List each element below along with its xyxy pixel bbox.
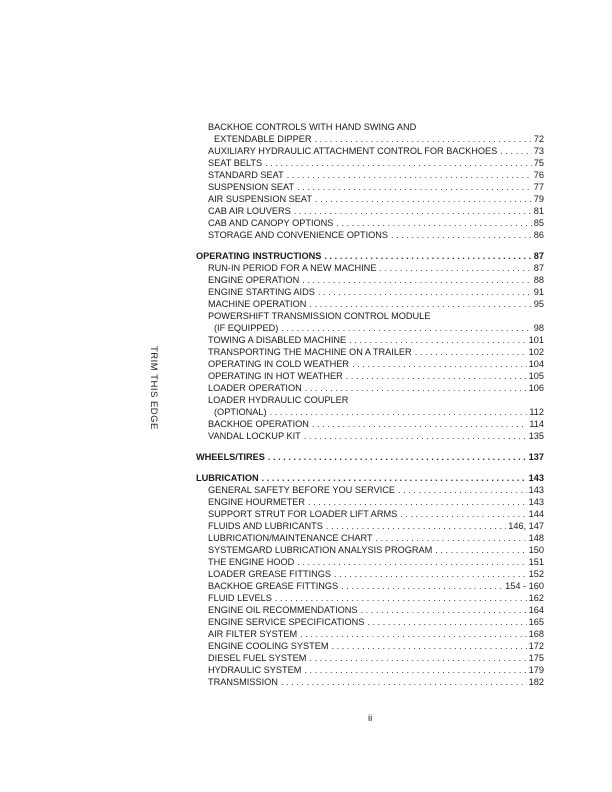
- toc-entry-title: TRANSMISSION: [208, 677, 278, 687]
- toc-entry-title: CAB AIR LOUVERS: [208, 206, 291, 216]
- toc-entry-title: ENGINE COOLING SYSTEM: [208, 641, 329, 651]
- toc-heading-title: WHEELS/TIRES: [196, 452, 265, 462]
- toc-leader-dots: [297, 181, 532, 193]
- toc-entry-title: CAB AND CANOPY OPTIONS: [208, 218, 334, 228]
- toc-entry[interactable]: [196, 310, 544, 322]
- toc-leader-dots: [318, 286, 532, 298]
- toc-entry-title: LUBRICATION/MAINTENANCE CHART: [208, 533, 373, 543]
- toc-page-ref: 79: [533, 194, 544, 204]
- toc-entry-title: THE ENGINE HOOD: [208, 557, 295, 567]
- toc-entry[interactable]: [196, 508, 544, 520]
- toc-page-ref: 168: [528, 629, 544, 639]
- toc-entry-title: OPERATING IN HOT WEATHER: [208, 371, 343, 381]
- toc-leader-dots: [391, 229, 532, 241]
- toc-entry-title: LOADER GREASE FITTINGS: [208, 569, 332, 579]
- toc-entry[interactable]: [196, 406, 544, 418]
- toc-leader-dots: [500, 145, 531, 157]
- toc-leader-dots: [349, 334, 526, 346]
- toc-leader-dots: [331, 640, 526, 652]
- toc-entry[interactable]: [196, 628, 544, 640]
- toc-leader-dots: [262, 472, 527, 484]
- toc-entry-title: POWERSHIFT TRANSMISSION CONTROL MODULE: [208, 311, 431, 321]
- toc-page-ref: 182: [528, 677, 544, 687]
- toc-page-ref: 179: [528, 665, 544, 675]
- toc-leader-dots: [309, 298, 531, 310]
- toc-entry-title: FLUIDS AND LUBRICANTS: [208, 521, 323, 531]
- toc-page-ref: 98: [533, 323, 544, 333]
- toc-entry[interactable]: [196, 676, 544, 688]
- toc-entry[interactable]: [196, 169, 544, 181]
- toc-entry[interactable]: [196, 616, 544, 628]
- toc-page-ref: 105: [528, 371, 544, 381]
- toc-entry-title: TOWING A DISABLED MACHINE: [208, 335, 347, 345]
- toc-section-heading[interactable]: [196, 250, 544, 262]
- toc-leader-dots: [265, 157, 532, 169]
- toc-entry[interactable]: [196, 205, 544, 217]
- toc-page-ref: 143: [528, 485, 544, 495]
- toc-entry-title: LOADER OPERATION: [208, 383, 302, 393]
- toc-entry[interactable]: [196, 496, 544, 508]
- toc-entry[interactable]: [196, 346, 544, 358]
- toc-entry[interactable]: [196, 286, 544, 298]
- toc-page-ref: 85: [533, 218, 544, 228]
- toc-entry[interactable]: [196, 370, 544, 382]
- toc-page-ref: 76: [533, 170, 544, 180]
- toc-page-ref: 144: [528, 509, 544, 519]
- toc-entry-title: VANDAL LOCKUP KIT: [208, 431, 301, 441]
- toc-entry[interactable]: [196, 520, 544, 532]
- toc-entry-title: EXTENDABLE DIPPER: [214, 134, 312, 144]
- toc-entry-title: OPERATING IN COLD WEATHER: [208, 359, 350, 369]
- toc-entry[interactable]: [196, 640, 544, 652]
- toc-leader-dots: [287, 169, 532, 181]
- toc-entry[interactable]: [196, 358, 544, 370]
- toc-leader-dots: [361, 604, 527, 616]
- toc-entry-title: SUSPENSION SEAT: [208, 182, 295, 192]
- toc-entry-title: STANDARD SEAT: [208, 170, 284, 180]
- toc-entry-title: STORAGE AND CONVENIENCE OPTIONS: [208, 230, 389, 240]
- toc-section-heading[interactable]: [196, 451, 544, 463]
- toc-leader-dots: [294, 205, 532, 217]
- toc-leader-dots: [315, 193, 532, 205]
- table-of-contents: [196, 121, 544, 688]
- toc-leader-dots: [435, 544, 526, 556]
- toc-entry[interactable]: [196, 229, 544, 241]
- toc-entry-title: HYDRAULIC SYSTEM: [208, 665, 302, 675]
- toc-leader-dots: [304, 664, 526, 676]
- toc-entry-title: ENGINE OIL RECOMMENDATIONS: [208, 605, 358, 615]
- toc-page-ref: 72: [533, 134, 544, 144]
- toc-page-ref: 175: [528, 653, 544, 663]
- toc-entry[interactable]: [196, 544, 544, 556]
- toc-leader-dots: [304, 430, 527, 442]
- toc-entry-title: (OPTIONAL): [214, 407, 267, 417]
- toc-entry-title: RUN-IN PERIOD FOR A NEW MACHINE: [208, 263, 377, 273]
- toc-page-ref: 143: [528, 473, 544, 483]
- toc-heading-title: LUBRICATION: [196, 473, 259, 483]
- toc-leader-dots: [300, 628, 526, 640]
- toc-entry[interactable]: [196, 394, 544, 406]
- toc-page-ref: 152: [528, 569, 544, 579]
- toc-page-ref: 77: [533, 182, 544, 192]
- toc-entry-title: TRANSPORTING THE MACHINE ON A TRAILER: [208, 347, 412, 357]
- toc-entry[interactable]: [196, 664, 544, 676]
- toc-leader-dots: [376, 532, 527, 544]
- toc-leader-dots: [270, 406, 528, 418]
- toc-page-ref: 102: [528, 347, 544, 357]
- trim-edge-label: TRIM THIS EDGE: [148, 346, 159, 430]
- toc-leader-dots: [367, 616, 526, 628]
- toc-entry-title: ENGINE OPERATION: [208, 275, 300, 285]
- toc-entry-title: ENGINE STARTING AIDS: [208, 287, 315, 297]
- toc-leader-dots: [275, 592, 527, 604]
- toc-page-ref: 91: [533, 287, 544, 297]
- toc-page-ref: 87: [533, 263, 544, 273]
- toc-leader-dots: [302, 274, 532, 286]
- toc-entry[interactable]: [196, 181, 544, 193]
- toc-leader-dots: [326, 520, 506, 532]
- toc-leader-dots: [297, 556, 526, 568]
- toc-entry-title: AIR SUSPENSION SEAT: [208, 194, 312, 204]
- toc-page-ref: 75: [533, 158, 544, 168]
- toc-page-ref: 135: [528, 431, 544, 441]
- toc-entry-title: BACKHOE OPERATION: [208, 419, 309, 429]
- toc-entry-title: ENGINE SERVICE SPECIFICATIONS: [208, 617, 365, 627]
- toc-page-ref: 154 - 160: [505, 581, 544, 591]
- toc-leader-dots: [379, 262, 531, 274]
- toc-page-ref: 73: [533, 146, 544, 156]
- toc-page-ref: 88: [533, 275, 544, 285]
- toc-entry-title: ENGINE HOURMETER: [208, 497, 305, 507]
- toc-entry[interactable]: [196, 322, 544, 334]
- toc-page-ref: 114: [529, 419, 544, 429]
- toc-leader-dots: [334, 568, 527, 580]
- toc-leader-dots: [281, 676, 527, 688]
- toc-page-ref: 101: [528, 335, 544, 345]
- toc-entry[interactable]: [196, 193, 544, 205]
- toc-leader-dots: [400, 508, 526, 520]
- toc-leader-dots: [398, 484, 527, 496]
- toc-page-ref: 164: [528, 605, 544, 615]
- toc-page-ref: 86: [533, 230, 544, 240]
- toc-leader-dots: [309, 652, 526, 664]
- toc-page-ref: 106: [528, 383, 544, 393]
- toc-entry-title: SYSTEMGARD LUBRICATION ANALYSIS PROGRAM: [208, 545, 433, 555]
- toc-entry[interactable]: [196, 532, 544, 544]
- toc-page-ref: 81: [533, 206, 544, 216]
- toc-heading-title: OPERATING INSTRUCTIONS: [196, 251, 322, 261]
- toc-entry[interactable]: [196, 604, 544, 616]
- toc-entry-title: AIR FILTER SYSTEM: [208, 629, 298, 639]
- toc-entry[interactable]: [196, 484, 544, 496]
- toc-leader-dots: [336, 217, 531, 229]
- toc-entry-title: SUPPORT STRUT FOR LOADER LIFT ARMS: [208, 509, 398, 519]
- toc-entry-title: BACKHOE CONTROLS WITH HAND SWING AND: [208, 122, 417, 132]
- toc-page-ref: 148: [528, 533, 544, 543]
- toc-page-ref: 146, 147: [508, 521, 544, 531]
- toc-leader-dots: [305, 382, 527, 394]
- toc-page-ref: 165: [528, 617, 544, 627]
- toc-entry-title: LOADER HYDRAULIC COUPLER: [208, 395, 349, 405]
- toc-page-ref: 172: [528, 641, 544, 651]
- toc-section-heading[interactable]: [196, 472, 544, 484]
- toc-entry-title: AUXILIARY HYDRAULIC ATTACHMENT CONTROL FOR BACKHOES: [208, 146, 498, 156]
- toc-entry[interactable]: [196, 568, 544, 580]
- toc-entry-title: GENERAL SAFETY BEFORE YOU SERVICE: [208, 485, 396, 495]
- toc-entry[interactable]: [196, 592, 544, 604]
- toc-leader-dots: [308, 496, 527, 508]
- toc-entry-title: SEAT BELTS: [208, 158, 263, 168]
- toc-entry[interactable]: [196, 334, 544, 346]
- toc-leader-dots: [346, 370, 527, 382]
- toc-entry[interactable]: [196, 274, 544, 286]
- toc-page-ref: 151: [528, 557, 544, 567]
- toc-page-ref: 95: [533, 299, 544, 309]
- toc-page-ref: 143: [528, 497, 544, 507]
- toc-entry[interactable]: [196, 262, 544, 274]
- toc-page-ref: 104: [528, 359, 544, 369]
- toc-page-ref: 137: [528, 452, 544, 462]
- toc-entry-title: BACKHOE GREASE FITTINGS: [208, 581, 339, 591]
- toc-entry[interactable]: [196, 556, 544, 568]
- toc-leader-dots: [315, 133, 532, 145]
- toc-entry[interactable]: [196, 145, 544, 157]
- toc-entry[interactable]: [196, 418, 544, 430]
- toc-page-ref: 112: [529, 407, 544, 417]
- toc-leader-dots: [281, 322, 531, 334]
- toc-entry[interactable]: [196, 580, 544, 592]
- toc-leader-dots: [312, 418, 527, 430]
- toc-entry[interactable]: [196, 652, 544, 664]
- toc-entry[interactable]: [196, 121, 544, 133]
- toc-entry[interactable]: [196, 298, 544, 310]
- toc-entry[interactable]: [196, 157, 544, 169]
- toc-entry[interactable]: [196, 382, 544, 394]
- page-number: ii: [368, 713, 373, 724]
- toc-leader-dots: [352, 358, 527, 370]
- toc-entry-title: DIESEL FUEL SYSTEM: [208, 653, 307, 663]
- toc-leader-dots: [341, 580, 503, 592]
- toc-page-ref: 162: [528, 593, 544, 603]
- toc-leader-dots: [415, 346, 527, 358]
- toc-entry-title: MACHINE OPERATION: [208, 299, 307, 309]
- toc-entry-title: FLUID LEVELS: [208, 593, 272, 603]
- toc-entry[interactable]: [196, 217, 544, 229]
- toc-entry[interactable]: [196, 133, 544, 145]
- toc-leader-dots: [324, 250, 531, 262]
- toc-leader-dots: [268, 451, 527, 463]
- toc-entry[interactable]: [196, 430, 544, 442]
- toc-page-ref: 150: [528, 545, 544, 555]
- toc-entry-title: (IF EQUIPPED): [214, 323, 279, 333]
- toc-page-ref: 87: [533, 251, 544, 261]
